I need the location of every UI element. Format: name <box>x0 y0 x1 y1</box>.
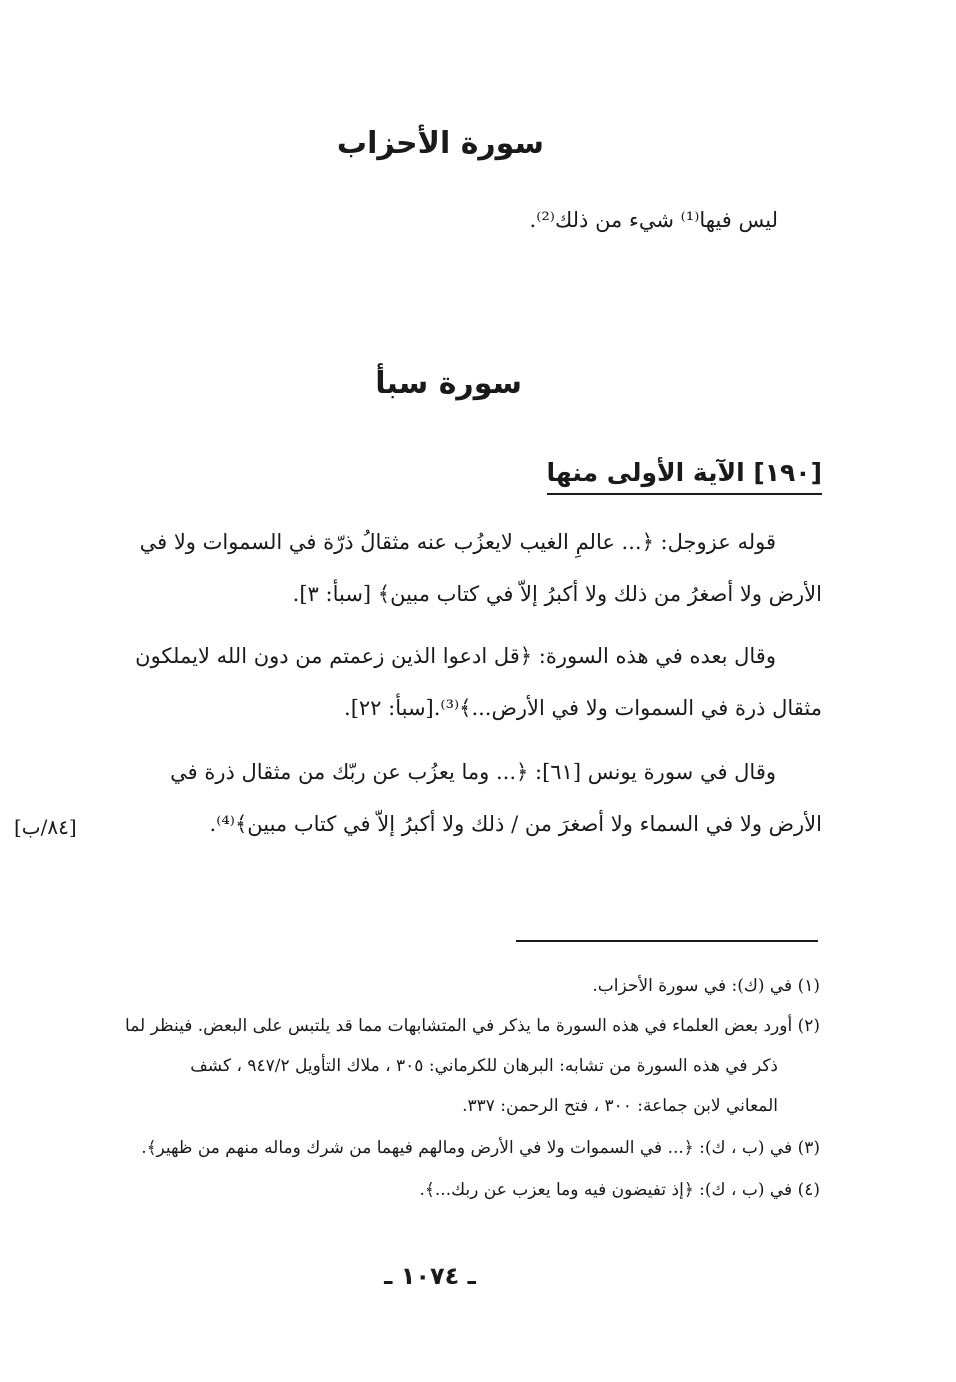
page-number: ـ ١٠٧٤ ـ <box>384 1262 476 1290</box>
footnote-2-line-3: المعاني لابن جماعة: ٣٠٠ ، فتح الرحمن: ٣٣٧. <box>462 1096 778 1116</box>
footnote-1: (١) في (ك): في سورة الأحزاب. <box>592 976 820 996</box>
surah-title-ahzab: سورة الأحزاب <box>336 126 544 161</box>
folio-marker: [٨٤/ب] <box>14 815 77 839</box>
surah-title-saba: سورة سبأ <box>375 366 522 401</box>
paragraph-3-line-1: وقال في سورة يونس [٦١]: ﴿... وما يعزُب عن ربّك من مثقال ذرة في <box>170 760 776 784</box>
footnote-4: (٤) في (ب ، ك): ﴿إذ تفيضون فيه وما يعزب عن ربك...﴾. <box>419 1180 820 1200</box>
section-heading: [١٩٠] الآية الأولى منها <box>547 458 822 495</box>
paragraph-2-line-2: مثقال ذرة في السموات ولا في الأرض...﴾⁽³⁾.[سبأ: ٢٢]. <box>344 696 822 720</box>
paragraph-1-line-2: الأرض ولا أصغرُ من ذلك ولا أكبرُ إلاّ في كتاب مبين﴾ [سبأ: ٣]. <box>292 582 822 606</box>
footnote-3: (٣) في (ب ، ك): ﴿... في السموات ولا في الأرض ومالهم فيهما من شرك وماله منهم من ظهير﴾. <box>141 1138 820 1158</box>
ahzab-text: ليس فيها⁽¹⁾ شيء من ذلك⁽²⁾. <box>529 208 778 232</box>
footnote-2-line-1: (٢) أورد بعض العلماء في هذه السورة ما يذكر في المتشابهات مما قد يلتبس على البعض. فينظر لما <box>125 1016 820 1036</box>
footnote-separator <box>516 940 818 942</box>
paragraph-1-line-1: قوله عزوجل: ﴿... عالمِ الغيب لايعزُب عنه مثقالُ ذرّة في السموات ولا في <box>139 530 776 554</box>
paragraph-3-line-2: الأرض ولا في السماء ولا أصغرَ من / ذلك ولا أكبرُ إلاّ في كتاب مبين﴾⁽⁴⁾. <box>209 812 822 836</box>
footnote-2-line-2: ذكر في هذه السورة من تشابه: البرهان للكرماني: ٣٠٥ ، ملاك التأويل ٩٤٧/٢ ، كشف <box>190 1056 778 1076</box>
paragraph-2-line-1: وقال بعده في هذه السورة: ﴿قل ادعوا الذين زعمتم من دون الله لايملكون <box>135 644 776 668</box>
